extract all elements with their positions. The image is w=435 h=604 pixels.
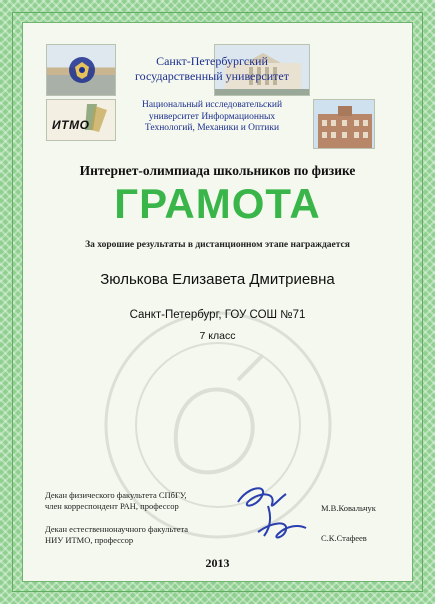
itmo-name bbox=[112, 100, 312, 135]
signature-image bbox=[228, 478, 318, 550]
itmo-name-line: Национальный исследовательский bbox=[141, 100, 283, 110]
signatory-position-line: Декан естественнонаучного факультета bbox=[45, 524, 189, 534]
recipient-name: Зюлькова Елизавета Дмитриевна bbox=[100, 271, 335, 288]
recipient-school: Санкт-Петербург, ГОУ СОШ №71 bbox=[129, 309, 306, 321]
signatory-2-name: С.К.Стафеев bbox=[321, 533, 367, 543]
itmo-logo: ИТМО bbox=[52, 118, 90, 132]
signatory-1-name: М.В.Ковальчук bbox=[321, 503, 376, 513]
spbgu-name-line: государственный университет bbox=[135, 69, 289, 83]
itmo-name-line: университет Информационных bbox=[148, 111, 276, 122]
spbgu-crest-icon bbox=[67, 55, 97, 85]
itmo-building-photo bbox=[313, 99, 375, 149]
itmo-name-line: Технологий, Механики и Оптики bbox=[144, 123, 280, 133]
award-text: За хорошие результаты в дистанционном этапе награждается bbox=[85, 240, 350, 250]
signatory-position-line: НИУ ИТМО, профессор bbox=[45, 535, 134, 545]
signatory-2-position bbox=[45, 524, 188, 546]
signatory-position-line: Декан физического факультета СПбГУ, bbox=[45, 490, 187, 500]
event-title: Интернет-олимпиада школьников по физике bbox=[79, 163, 356, 178]
certificate-year: 2013 bbox=[205, 556, 230, 570]
spbgu-name bbox=[122, 54, 302, 84]
certificate-title: ГРАМОТА bbox=[114, 180, 321, 227]
signatory-1-position bbox=[45, 490, 187, 512]
recipient-grade: 7 класс bbox=[199, 330, 236, 342]
spbgu-name-line: Санкт-Петербургский bbox=[156, 54, 268, 68]
signatory-position-line: член корреспондент РАН, профессор bbox=[45, 501, 179, 511]
